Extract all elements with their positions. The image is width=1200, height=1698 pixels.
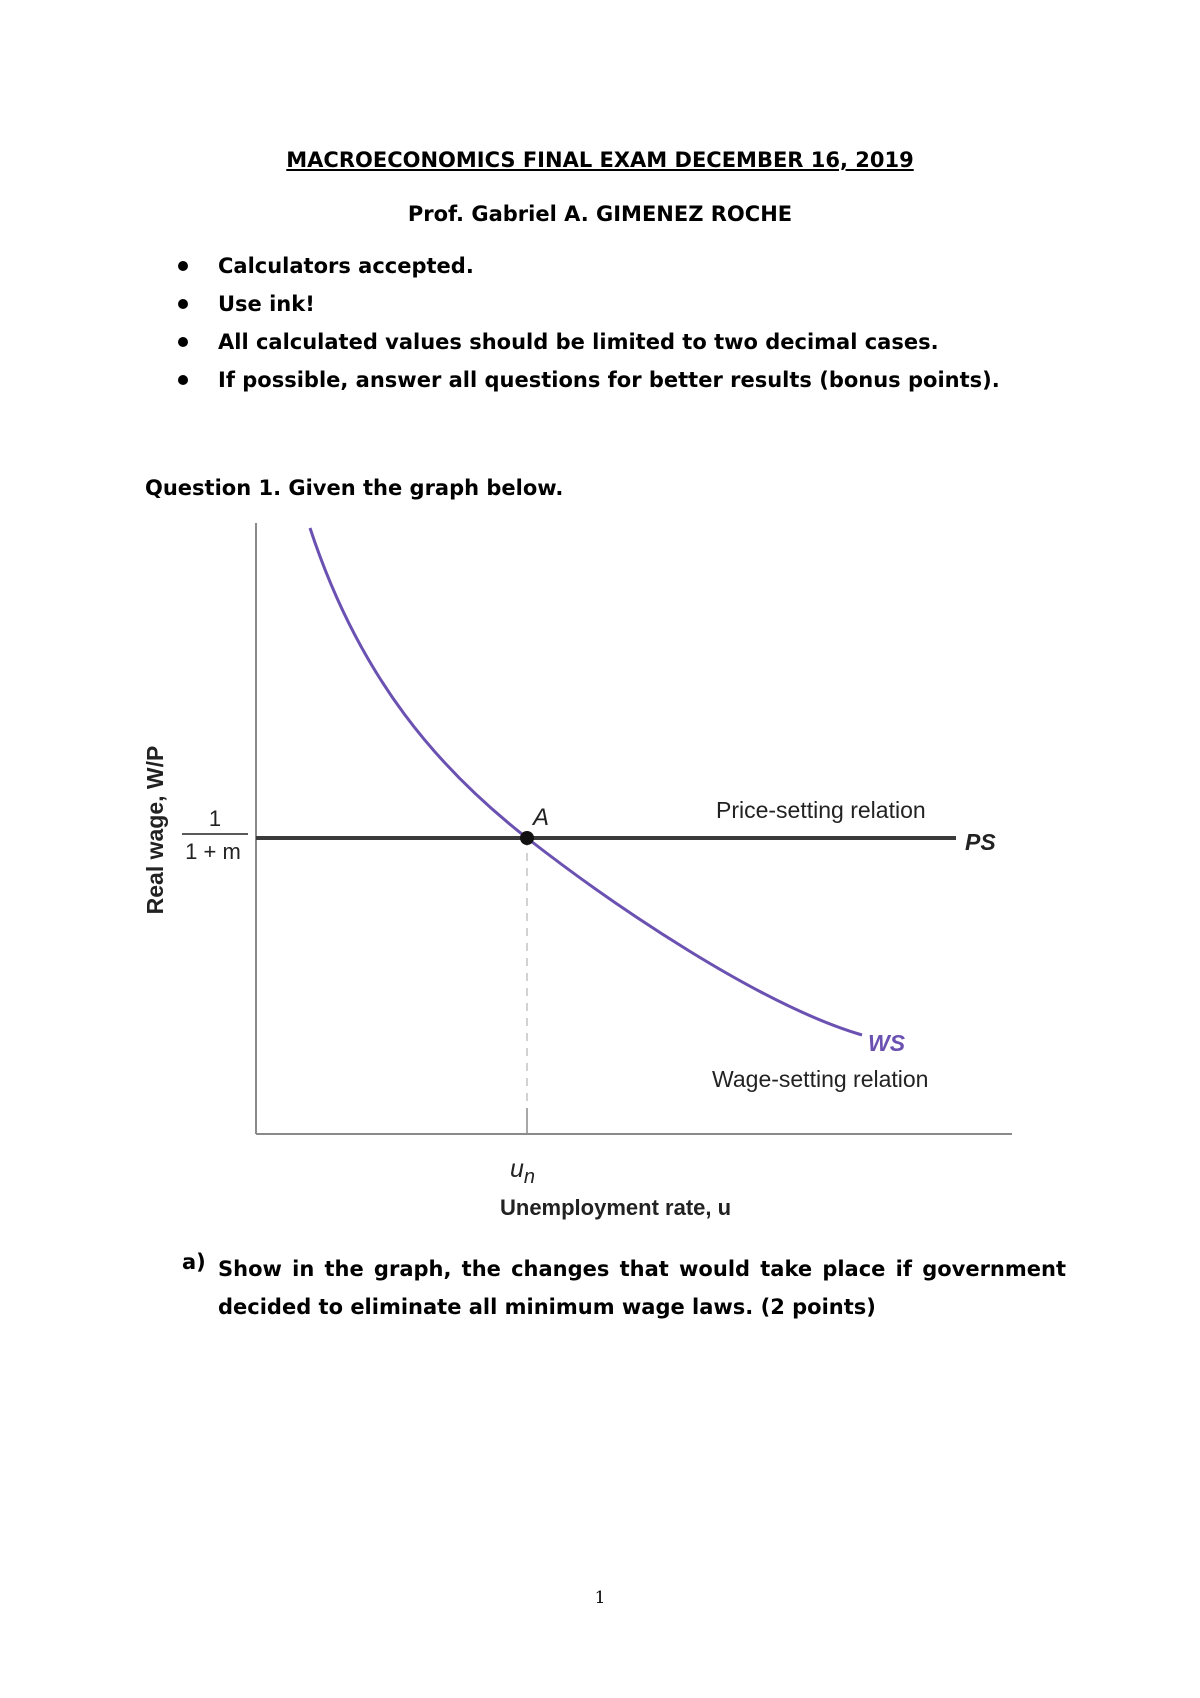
point-a-label: A bbox=[533, 804, 550, 831]
instruction-item: All calculated values should be limited to two decimal cases. bbox=[168, 328, 1000, 366]
instruction-item: If possible, answer all questions for better results (bonus points). bbox=[168, 366, 1000, 404]
part-a-label: a) bbox=[182, 1250, 206, 1274]
instruction-item: Calculators accepted. bbox=[168, 252, 1000, 290]
y-axis-label: Real wage, W/P bbox=[142, 745, 168, 915]
part-a-text: Show in the graph, the changes that would take place if government decided to eliminate all minimum wage laws. (2 points) bbox=[218, 1257, 1066, 1319]
ws-relation-label: Wage-setting relation bbox=[712, 1066, 929, 1092]
ps-tag: PS bbox=[965, 829, 996, 855]
ps-relation-label: Price-setting relation bbox=[716, 797, 926, 823]
x-tick-label: $u_n$ bbox=[510, 1155, 536, 1188]
equilibrium-point-a bbox=[520, 831, 534, 845]
document-title: MACROECONOMICS FINAL EXAM DECEMBER 16, 2019 bbox=[286, 148, 914, 172]
x-axis-label: Unemployment rate, u bbox=[500, 1195, 732, 1220]
ws-tag: WS bbox=[868, 1030, 906, 1056]
author-line: Prof. Gabriel A. GIMENEZ ROCHE bbox=[407, 202, 793, 226]
ws-curve bbox=[310, 528, 862, 1035]
page-number: 1 bbox=[594, 1588, 606, 1608]
question-heading: Question 1. Given the graph below. bbox=[145, 476, 564, 500]
instruction-item: Use ink! bbox=[168, 290, 1000, 328]
y-tick-numerator: 1 bbox=[208, 806, 222, 831]
y-tick-denominator: 1 + m bbox=[185, 839, 241, 864]
